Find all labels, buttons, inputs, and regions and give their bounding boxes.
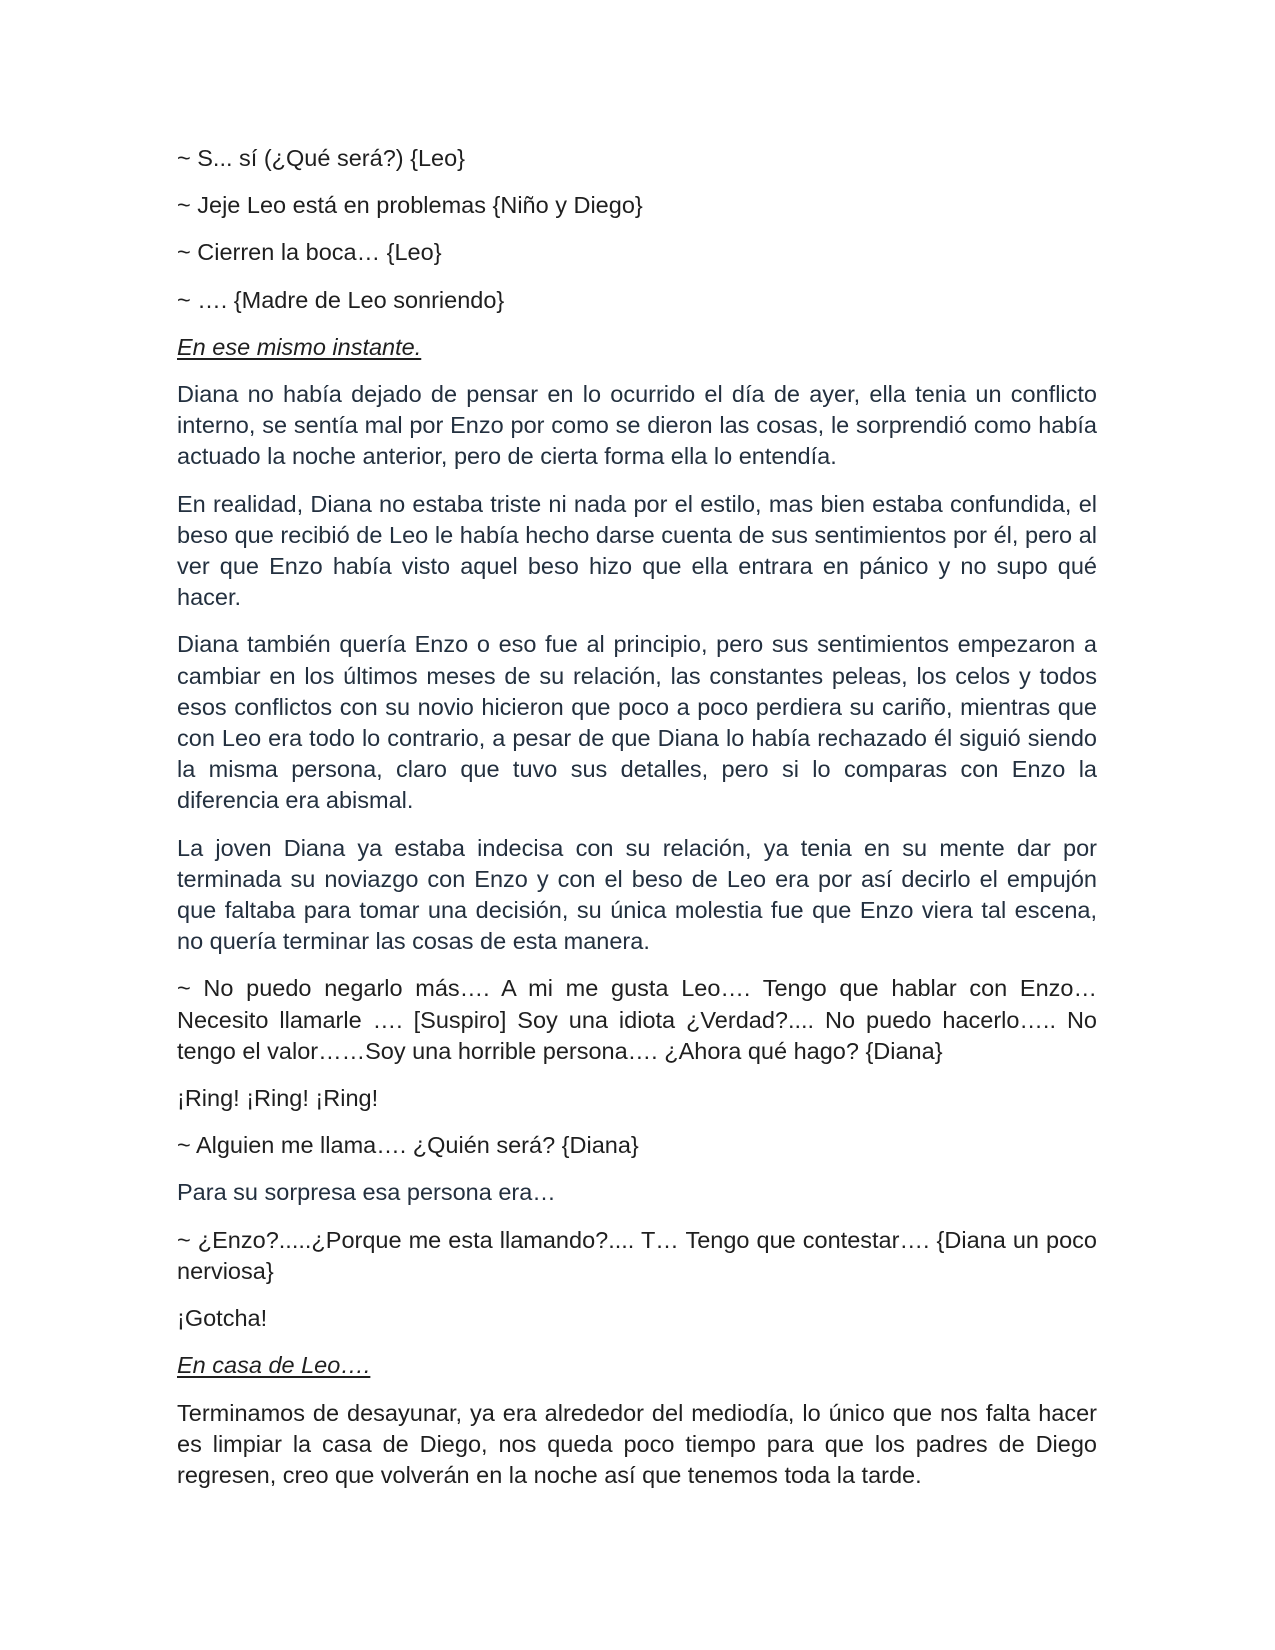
section-heading: En casa de Leo…. <box>177 1352 371 1379</box>
dialogue-line: ~ Alguien me llama…. ¿Quién será? {Diana} <box>177 1132 639 1159</box>
exclamation-line: ¡Gotcha! <box>177 1305 268 1332</box>
section-heading: En ese mismo instante. <box>177 333 422 360</box>
narration-paragraph: La joven Diana ya estaba indecisa con su relación, ya tenia en su mente dar por terminada su noviazgo con Enzo y con el beso de Leo era por así decirlo el empujón que faltaba para tomar una decisión, su única molestia fue que Enzo viera tal escena, no quería terminar las cosas de esta manera. <box>177 834 1097 955</box>
narration-paragraph: Diana también quería Enzo o eso fue al principio, pero sus sentimientos empezaron a cambiar en los últimos meses de su relación, las constantes peleas, los celos y todos esos conflictos con su novio hicieron que poco a poco perdiera su cariño, mientras que con Leo era todo lo contrario, a pesar de que Diana lo había rechazado él siguió siendo la misma persona, claro que tuvo sus detalles, pero si lo comparas con Enzo la diferencia era abismal. <box>177 631 1097 814</box>
dialogue-paragraph: ~ ¿Enzo?.....¿Porque me esta llamando?.... T… Tengo que contestar…. {Diana un poco nerviosa} <box>177 1226 1097 1284</box>
narration-line: Para su sorpresa esa persona era… <box>177 1179 556 1206</box>
dialogue-paragraph: ~ No puedo negarlo más…. A mi me gusta Leo…. Tengo que hablar con Enzo… Necesito llamarle …. [Suspiro] Soy una idiota ¿Verdad?.... No puedo hacerlo….. No tengo el valor……Soy una horrible persona…. ¿Ahora qué hago? {Diana} <box>177 975 1097 1064</box>
narration-paragraph: En realidad, Diana no estaba triste ni nada por el estilo, mas bien estaba confundida, el beso que recibió de Leo le había hecho darse cuenta de sus sentimientos por él, pero al ver que Enzo había visto aquel beso hizo que ella entrara en pánico y no supo qué hacer. <box>177 490 1097 611</box>
dialogue-line: ~ …. {Madre de Leo sonriendo} <box>177 286 505 313</box>
dialogue-line: ~ S... sí (¿Qué será?) {Leo} <box>177 145 466 171</box>
narration-paragraph: Diana no había dejado de pensar en lo ocurrido el día de ayer, ella tenia un conflicto interno, se sentía mal por Enzo por como se dieron las cosas, le sorprendió como había actuado la noche anterior, pero de cierta forma ella lo entendía. <box>177 381 1097 470</box>
dialogue-line: ~ Jeje Leo está en problemas {Niño y Diego} <box>177 192 643 219</box>
first-person-paragraph: Terminamos de desayunar, ya era alrededor del mediodía, lo único que nos falta hacer es limpiar la casa de Diego, nos queda poco tiempo para que los padres de Diego regresen, creo que volverán en la noche así que tenemos toda la tarde. <box>177 1399 1097 1488</box>
dialogue-line: ~ Cierren la boca… {Leo} <box>177 239 442 266</box>
document-page <box>177 143 1097 1507</box>
sound-effect-line: ¡Ring! ¡Ring! ¡Ring! <box>177 1085 379 1112</box>
